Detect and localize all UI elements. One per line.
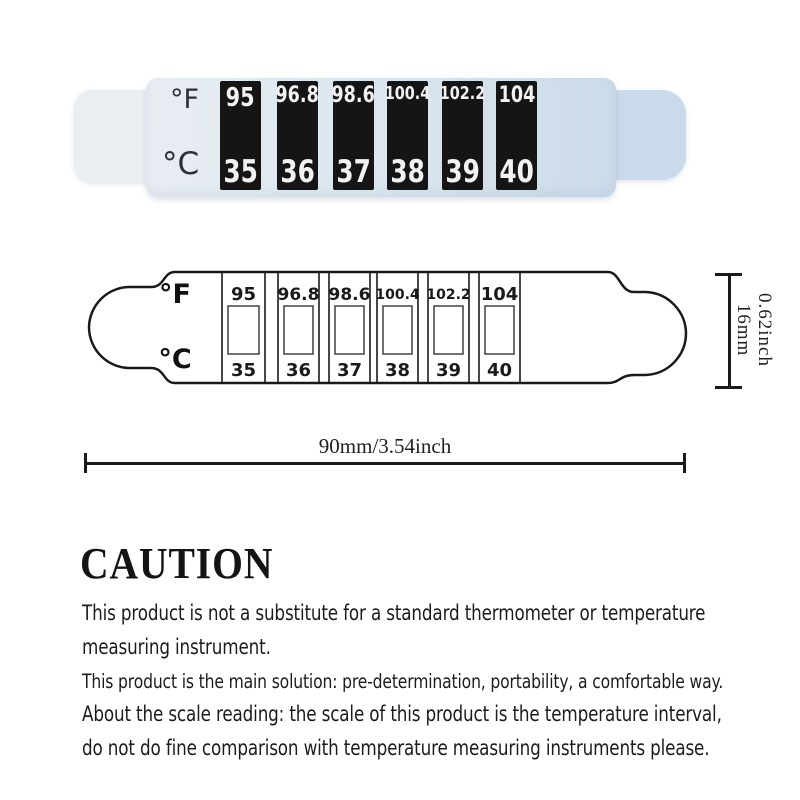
strip-diagram — [80, 258, 700, 388]
diagram-celsius-value: 37 — [336, 360, 363, 381]
height-dimension-line — [728, 274, 731, 388]
height-dimension-cap-top — [715, 273, 742, 276]
diagram-celsius-value: 40 — [486, 360, 513, 381]
fahrenheit-value: 102.2 — [439, 83, 486, 104]
caution-line: About the scale reading: the scale of this product is the temperature interval, — [82, 702, 722, 727]
diagram-fahrenheit-value: 100.4 — [375, 287, 420, 303]
diagram-fahrenheit-value: 102.2 — [426, 287, 471, 303]
width-dimension-cap-left — [84, 453, 87, 473]
fahrenheit-unit-label: °F — [170, 84, 200, 115]
caution-text — [82, 597, 800, 766]
celsius-value: 38 — [390, 154, 425, 190]
width-dimension-label: 90mm/3.54inch — [318, 434, 452, 458]
fahrenheit-value: 98.6 — [331, 83, 376, 108]
temperature-bar — [439, 81, 486, 190]
celsius-value: 39 — [445, 154, 480, 190]
diagram-fahrenheit-value: 95 — [230, 284, 257, 305]
diagram-celsius-value: 36 — [285, 360, 312, 381]
caution-line: do not do fine comparison with temperature measuring instruments please. — [82, 736, 710, 761]
photo-strip-body — [146, 78, 616, 197]
height-inch-label: 0.62inch — [754, 293, 775, 367]
diagram-celsius-unit-label: °C — [158, 344, 192, 375]
diagram-fahrenheit-unit-label: °F — [159, 279, 191, 310]
fahrenheit-value: 104 — [498, 83, 535, 108]
caution-line: measuring instrument. — [82, 634, 271, 659]
celsius-value: 35 — [223, 154, 258, 190]
celsius-value: 36 — [280, 154, 315, 190]
celsius-unit-label: °C — [162, 146, 200, 182]
celsius-value: 40 — [499, 154, 534, 190]
diagram-celsius-value: 39 — [435, 360, 462, 381]
fahrenheit-value: 95 — [226, 83, 255, 113]
celsius-value: 37 — [336, 154, 371, 190]
caution-line: This product is not a substitute for a standard thermometer or temperature — [82, 601, 706, 625]
diagram-fahrenheit-value: 98.6 — [328, 285, 371, 305]
diagram-celsius-value: 35 — [230, 360, 257, 381]
fahrenheit-value: 100.4 — [384, 83, 431, 104]
fahrenheit-value: 96.8 — [275, 83, 320, 108]
height-dimension-cap-bottom — [715, 386, 742, 389]
diagram-fahrenheit-value: 104 — [480, 284, 519, 305]
temperature-bar — [496, 81, 537, 190]
caution-title: CAUTION — [80, 539, 274, 588]
height-mm-label: 16mm — [733, 303, 754, 357]
caution-line: This product is the main solution: pre-determination, portability, a comfortable way. — [82, 669, 724, 693]
temperature-bar — [277, 81, 318, 190]
height-dimension-label — [733, 293, 775, 367]
temperature-bar — [384, 81, 431, 190]
diagram-fahrenheit-value: 96.8 — [277, 285, 320, 305]
width-dimension-cap-right — [683, 453, 686, 473]
temperature-bar — [333, 81, 374, 190]
width-dimension-line — [84, 462, 686, 465]
diagram-celsius-value: 38 — [384, 360, 411, 381]
temperature-bar — [220, 81, 261, 190]
